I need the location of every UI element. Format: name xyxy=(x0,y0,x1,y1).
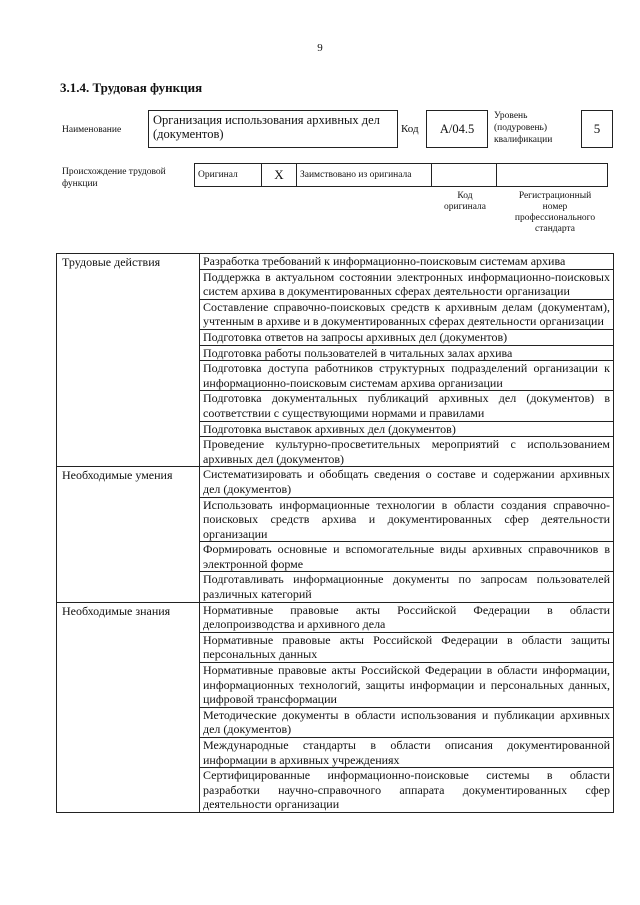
section-item: Подготовка выставок архивных дел (документов) xyxy=(200,421,614,437)
section-item: Подготовка ответов на запросы архивных дел (документов) xyxy=(200,329,614,345)
section-item: Поддержка в актуальном состоянии электронных информационно-поисковых систем архива в документированных сферах деятельности организации xyxy=(200,269,614,299)
origin-table xyxy=(194,163,608,187)
labor-function-table xyxy=(56,253,614,813)
section-item: Систематизировать и обобщать сведения о составе и содержании архивных дел (документов) xyxy=(200,467,614,497)
section-item: Нормативные правовые акты Российской Федерации в области информации, информационных технологий, защиты информации и персональных данных, цифровой трансформации xyxy=(200,663,614,708)
code-original-caption: Код оригинала xyxy=(444,191,486,212)
section-label: Необходимые знания xyxy=(57,602,200,812)
section-item: Разработка требований к информационно-поисковым системам архива xyxy=(200,254,614,270)
table-row xyxy=(57,602,614,632)
section-title: 3.1.4. Трудовая функция xyxy=(60,80,203,95)
original-label: Оригинал xyxy=(195,164,262,187)
original-code-cell xyxy=(432,164,497,187)
origin-label: Происхождение трудовой функции xyxy=(62,167,166,189)
section-item: Использовать информационные технологии в области создания справочно-поисковых средств архива и документированных сфер деятельности организации xyxy=(200,497,614,542)
section-item: Сертифицированные информационно-поисковые системы в области разработки научно-справочного аппарата документированных сфер деятельности организации xyxy=(200,768,614,813)
section-item: Составление справочно-поисковых средств к архивным делам (документам), учтенным в архиве и в документированных сферах деятельности организации xyxy=(200,299,614,329)
section-item: Подготавливать информационные документы по запросам пользователей различных категорий xyxy=(200,572,614,602)
table-row xyxy=(57,254,614,270)
section-item: Проведение культурно-просветительных мероприятий с использованием архивных дел (документов) xyxy=(200,437,614,467)
section-item: Международные стандарты в области описания документированной информации в архивных учреждениях xyxy=(200,738,614,768)
reg-number-cell xyxy=(497,164,608,187)
section-item: Подготовка доступа работников структурных подразделений организации к информационно-поисковым системам архива организации xyxy=(200,361,614,391)
section-item: Подготовка работы пользователей в читальных залах архива xyxy=(200,345,614,361)
borrowed-label: Заимствовано из оригинала xyxy=(297,164,432,187)
section-label: Необходимые умения xyxy=(57,467,200,602)
level-label: Уровень (подуровень) квалификации xyxy=(494,111,553,145)
level-value: 5 xyxy=(581,110,613,148)
table-row xyxy=(57,467,614,497)
section-item: Методические документы в области использования и публикации архивных дел (документов) xyxy=(200,707,614,737)
page-number: 9 xyxy=(317,42,323,54)
original-mark: X xyxy=(262,164,297,187)
code-value: А/04.5 xyxy=(426,110,488,148)
section-item: Нормативные правовые акты Российской Федерации в области делопроизводства и архивного дела xyxy=(200,602,614,632)
name-label: Наименование xyxy=(62,125,122,135)
reg-number-caption: Регистрационный номер профессионального стандарта xyxy=(514,191,596,234)
section-item: Подготовка документальных публикаций архивных дел (документов) в соответствии с существующими нормами и правилами xyxy=(200,391,614,421)
name-value: Организация использования архивных дел (документов) xyxy=(148,110,398,148)
section-item: Нормативные правовые акты Российской Федерации в области защиты персональных данных xyxy=(200,632,614,662)
section-item: Формировать основные и вспомогательные виды архивных справочников в электронной форме xyxy=(200,542,614,572)
code-label: Код xyxy=(401,123,419,135)
section-label: Трудовые действия xyxy=(57,254,200,467)
